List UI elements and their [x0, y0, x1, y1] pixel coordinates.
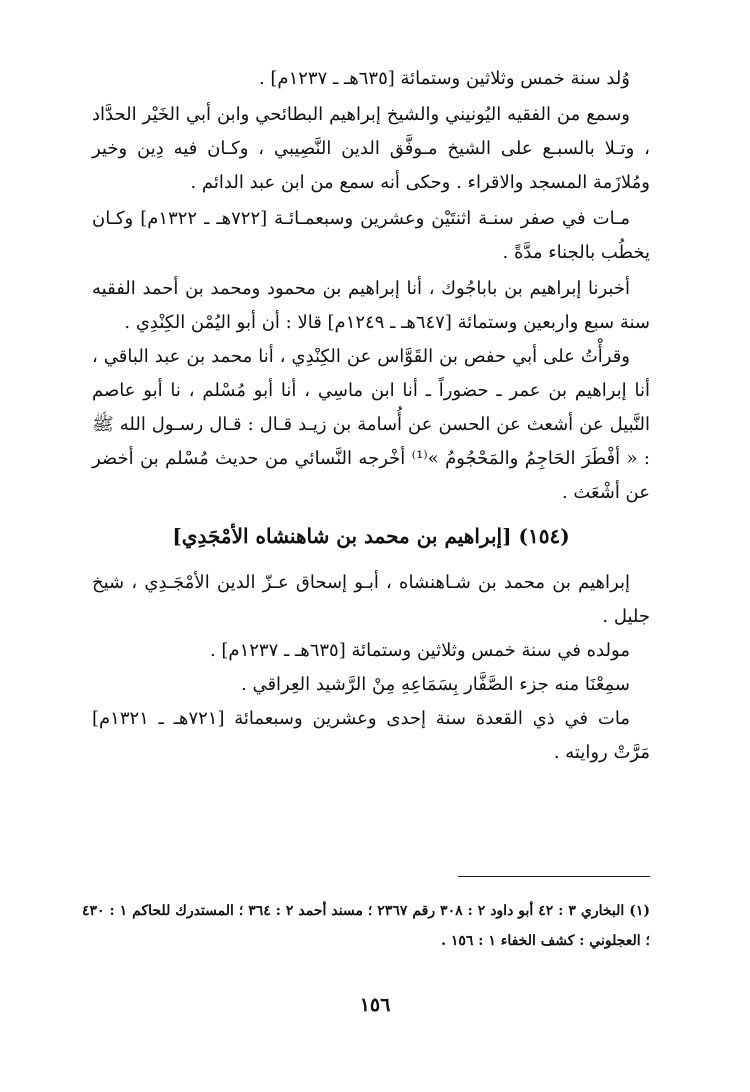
entry-death-paragraph: مات في ذي القعدة سنة إحدى وعشرين وسبعمائة [٧٢١هـ ـ ١٣٢١م] مَرَّتْ روايته . — [92, 708, 650, 763]
hadith-paragraph: وقرأْتُ على أبي حفص بن القَوَّاس عن الكِنْدِي ، أنا محمد بن عبد الباقي ، أنا إبراهيم بن عمر ـ حضوراً ـ أنا ابن ماسِي ، أنا أبو مُسْلم ، نا أبو عاصم النَّبيل عن أشعث عن الحسن عن أُسامة بن زيـد قـال : قـال رسـول الله ﷺ : « أفْطَرَ الحَاجِمُ والمَحْجُومُ »⁽¹⁾ أخْرجه النَّسائي من حديث مُسْلم بن أخضر عن أشْعَث . — [92, 346, 650, 503]
entry-heading: (١٥٤) [إبراهيم بن محمد بن شاهنشاه الأمْجَدِي] — [172, 524, 570, 548]
entry-birth-paragraph: مولده في سنة خمس وثلاثين وستمائة [٦٣٥هـ ـ ١٢٣٧م] . — [209, 640, 630, 661]
death-paragraph: مـات في صفر سنـة اثنتَيْن وعشرين وسبعمـائـة [٧٢٢هـ ـ ١٣٢٢م] وكـان يخطُب بالجناء مدَّةً . — [92, 208, 650, 263]
footnotes — [82, 896, 650, 956]
main-text — [92, 62, 650, 770]
teachers-paragraph: وسمع من الفقيه اليُونيني والشيخ إبراهيم البطائحي وابن أبي الخَيْر الحدَّاد ، وتـلا بالسبـع على الشيخ مـوفَّق الدين النَّصِيبي ، وكـان فيه دِين وخير ومُلازَمة المسجد والاقراء . وحكى أنه سمع من ابن عبد الدائم . — [92, 104, 650, 193]
birth-paragraph: وُلد سنة خمس وثلاثين وستمائة [٦٣٥هـ ـ ١٢٣٧م] . — [258, 68, 630, 89]
page-number: ١٥٦ — [359, 994, 391, 1016]
entry-hearing-paragraph: سمِعْنَا منه جزء الصَّفَّار بِسَمَاعِهِ مِنْ الرَّشيد العِراقي . — [241, 674, 630, 695]
entry-name-paragraph: إبراهيم بن محمد بن شـاهنشاه ، أبـو إسحاق عـزّ الدين الأمْجَـدِي ، شيخ جليل . — [92, 572, 650, 627]
isnad-paragraph: أخبرنا إبراهيم بن باباجُوك ، أنا إبراهيم بن محمود ومحمد بن أحمد الفقيه سنة سبع واربعين وستمائة [٦٤٧هـ ـ ١٢٤٩م] قالا : أن أبو اليُمْن الكِنْدِي . — [92, 278, 650, 333]
footnote-1: (١) البخاري ٣ : ٤٢ أبو داود ٢ : ٣٠٨ رقم ٢٣٦٧ ؛ مسند أحمد ٢ : ٣٦٤ ؛ المستدرك للحاكم ١ : ٤٣٠ ؛ العجلوني : كشف الخفاء ١ : ١٥٦ . — [82, 903, 651, 949]
footnote-divider — [458, 876, 650, 877]
